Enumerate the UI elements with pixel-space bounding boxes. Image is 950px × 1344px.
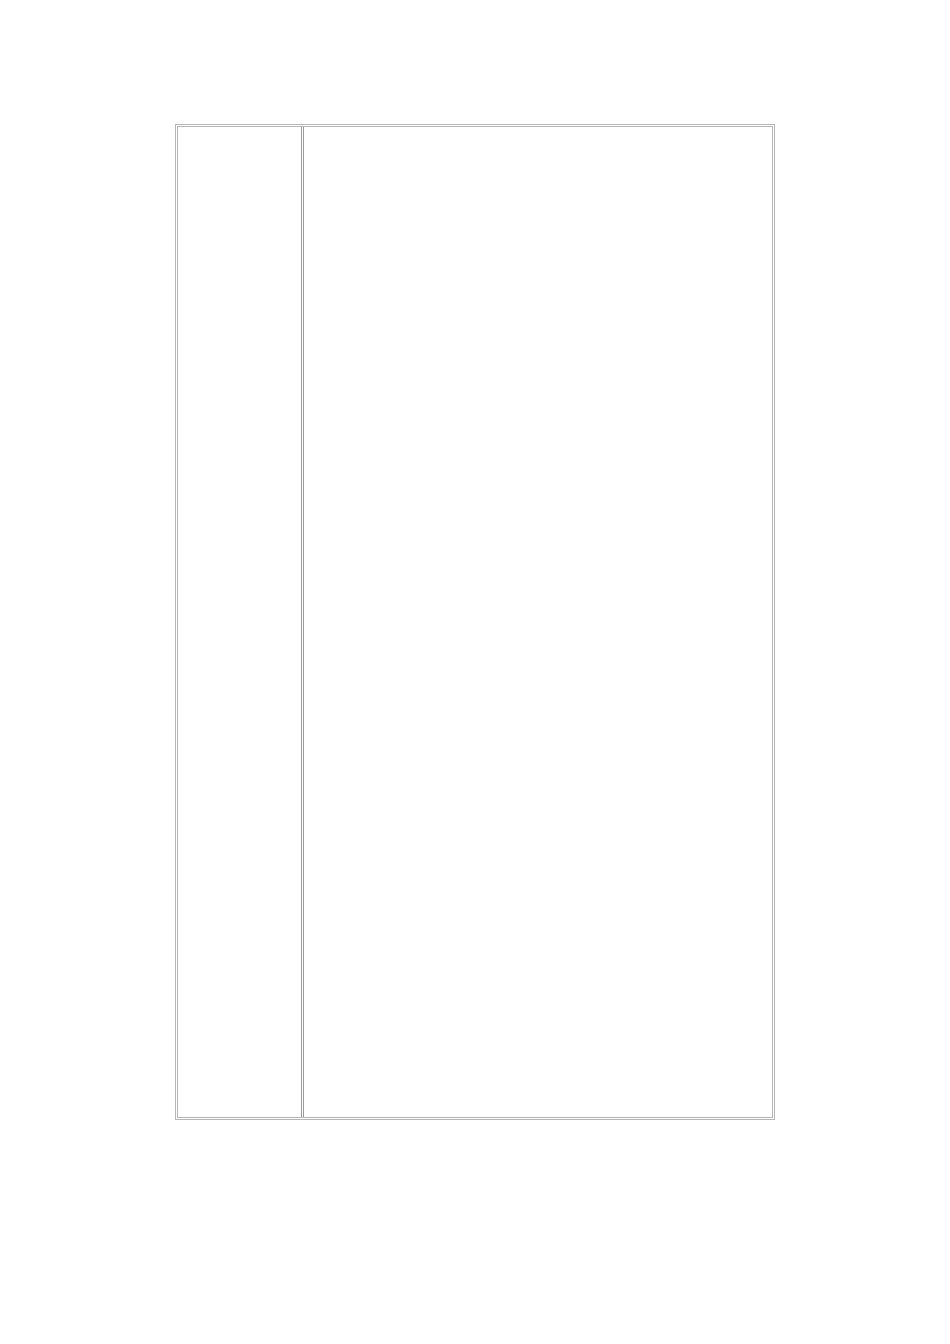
law-articles-table — [175, 124, 775, 1120]
merged-blank-cell — [178, 127, 304, 1117]
